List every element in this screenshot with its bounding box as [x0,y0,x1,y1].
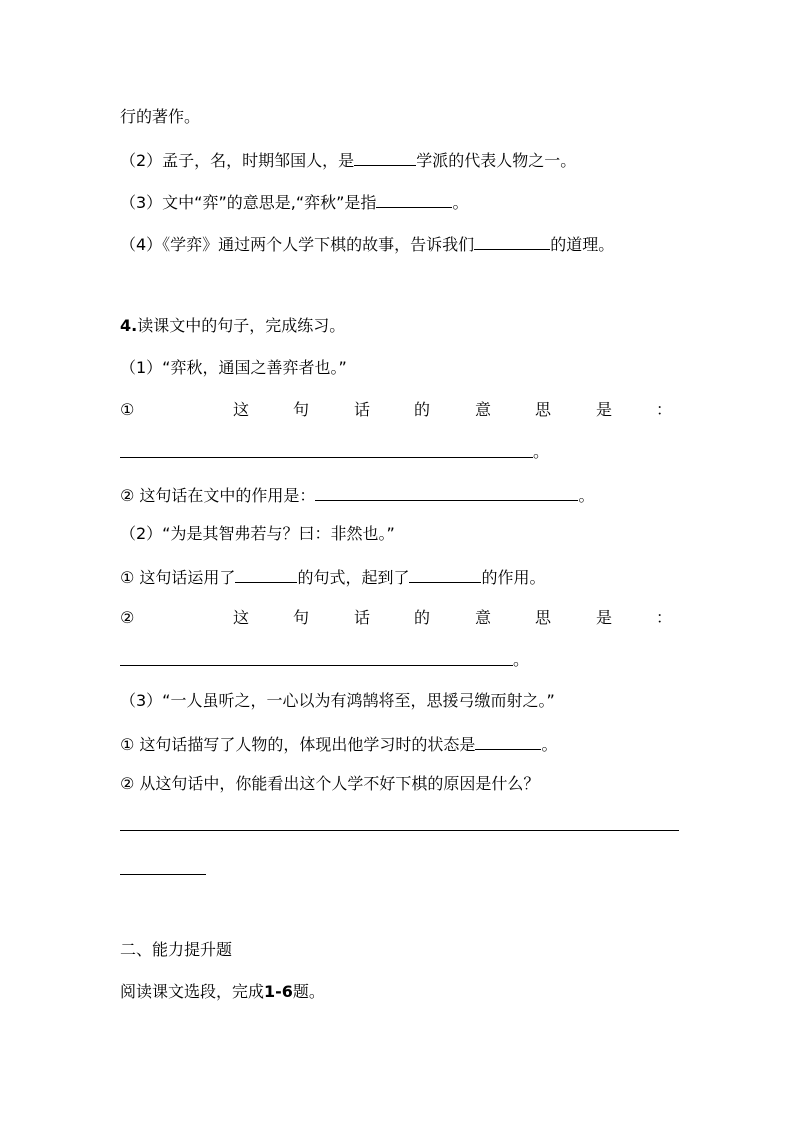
question-2-line: （2）孟子，名，时期邹国人，是 学派的代表人物之一。 [120,148,576,170]
answer-line[interactable] [120,457,533,458]
answer-line[interactable] [120,830,679,831]
answer-blank[interactable] [376,190,452,208]
answer-line[interactable] [120,665,513,666]
sentence-2-meaning-prompt: ② 这 句 话 的 意 思 是 ： [120,608,673,627]
sentence-2: （2）“为是其智弗若与？曰：非然也。” [120,524,395,543]
sentence-2-pattern-line: ① 这句话运用了 的句式，起到了 的作用。 [120,565,545,587]
sentence-1: （1）“弈秋，通国之善弈者也。” [120,358,347,377]
period: 。 [513,650,530,669]
answer-line[interactable] [120,874,206,875]
answer-blank[interactable] [354,148,416,166]
answer-blank[interactable] [475,732,541,750]
period: 。 [533,442,550,461]
text-line: 行的著作。 [120,107,201,126]
answer-blank[interactable] [474,232,550,250]
question-3-line: （3）文中“弈”的意思是,“弈秋”是指 。 [120,190,468,212]
answer-blank[interactable] [409,565,481,583]
sentence-1-meaning-prompt: ① 这 句 话 的 意 思 是 ： [120,400,673,419]
question-heading: 4.读课文中的句子，完成练习。 [120,316,346,335]
section-intro: 阅读课文选段，完成1-6题。 [120,982,325,1001]
answer-blank[interactable] [235,565,297,583]
sentence-1-function-line: ② 这句话在文中的作用是： 。 [120,483,594,505]
sentence-3-reason-question: ② 从这句话中，你能看出这个人学不好下棋的原因是什么？ [120,774,540,793]
section-heading: 二、能力提升题 [120,940,233,959]
sentence-3: （3）“一人虽听之，一心以为有鸿鹄将至，思援弓缴而射之。” [120,691,555,710]
question-4-line: （4）《学弈》通过两个人学下棋的故事，告诉我们 的道理。 [120,232,614,254]
sentence-3-state-line: ① 这句话描写了人物的，体现出他学习时的状态是 。 [120,732,557,754]
answer-blank[interactable] [315,483,578,501]
